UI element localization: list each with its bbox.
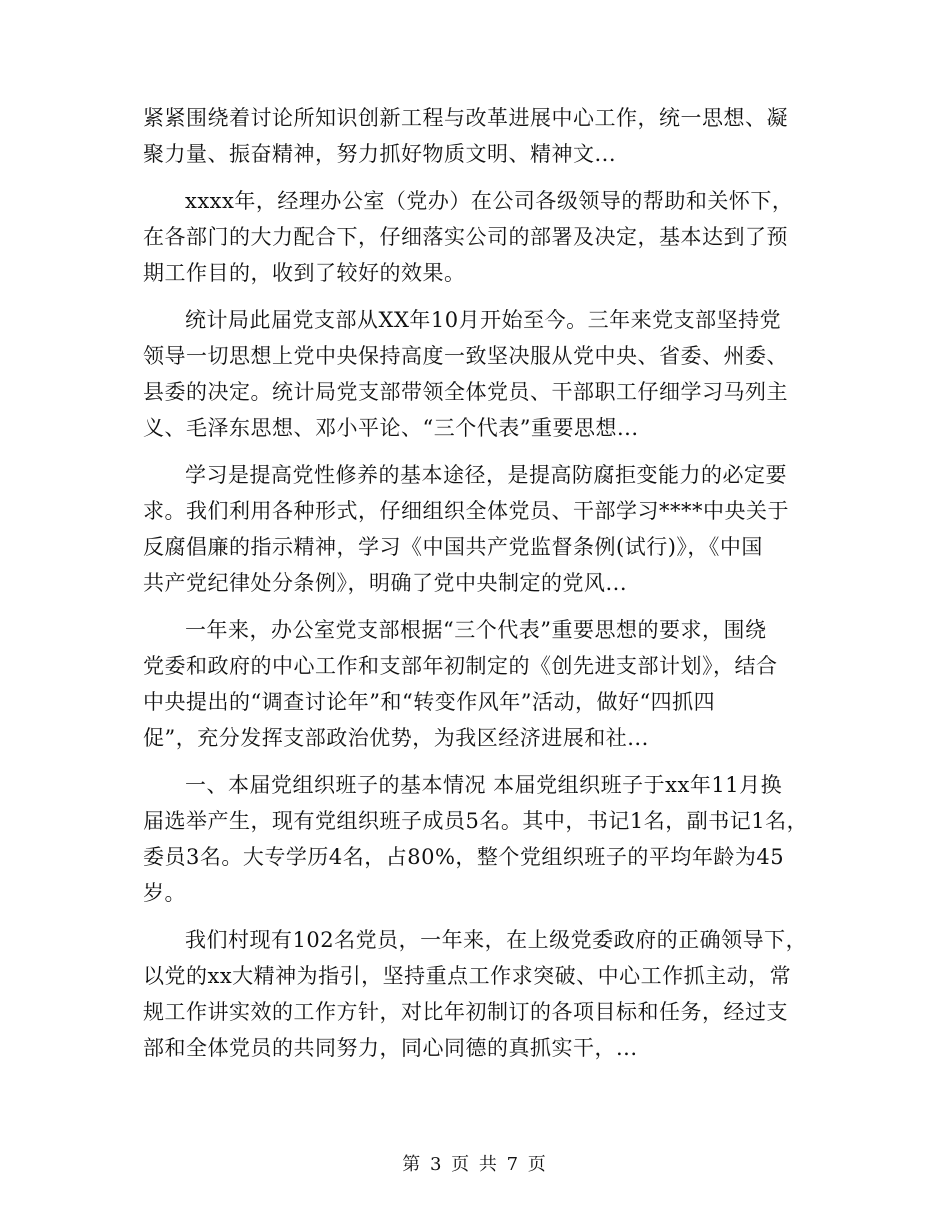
paragraph-line: 我们村现有102名党员，一年来，在上级党委政府的正确领导下， bbox=[185, 928, 808, 952]
paragraph-line: 聚力量、振奋精神，努力抓好物质文明、精神文... bbox=[143, 142, 617, 166]
paragraph-line: 部和全体党员的共同努力，同心同德的真抓实干，... bbox=[143, 1036, 638, 1060]
paragraph-line: 期工作目的，收到了较好的效果。 bbox=[143, 261, 466, 285]
paragraph-line: 共产党纪律处分条例》，明确了党中央制定的党风... bbox=[143, 571, 628, 595]
paragraph-line: 反腐倡廉的指示精神，学习《中国共产党监督条例(试行)》，《中国 bbox=[143, 535, 763, 559]
paragraph-line: 规工作讲实效的工作方针，对比年初制订的各项目标和任务，经过支 bbox=[143, 1000, 788, 1024]
paragraph-5 bbox=[143, 612, 808, 756]
paragraph-6 bbox=[143, 767, 808, 911]
paragraph-line: 中央提出的“调查讨论年”和“转变作风年”活动，做好“四抓四 bbox=[143, 690, 716, 714]
paragraph-line: 岁。 bbox=[143, 881, 186, 905]
paragraph-line: 一、本届党组织班子的基本情况 本届党组织班子于xx年11月换 bbox=[185, 773, 783, 797]
paragraph-line: 委员3名。大专学历4名，占80%，整个党组织班子的平均年龄为45 bbox=[143, 845, 785, 869]
paragraph-4 bbox=[143, 457, 808, 601]
document-body bbox=[143, 100, 808, 1077]
paragraph-line: xxxx年，经理办公室（党办）在公司各级领导的帮助和关怀下， bbox=[185, 189, 794, 213]
paragraph-3 bbox=[143, 302, 808, 446]
paragraph-line: 一年来，办公室党支部根据“三个代表”重要思想的要求，围绕 bbox=[185, 618, 767, 642]
paragraph-line: 以党的xx大精神为指引，坚持重点工作求突破、中心工作抓主动，常 bbox=[143, 964, 792, 988]
paragraph-1 bbox=[143, 100, 808, 172]
paragraph-line: 紧紧围绕着讨论所知识创新工程与改革进展中心工作，统一思想、凝 bbox=[143, 106, 788, 130]
paragraph-line: 届选举产生，现有党组织班子成员5名。其中，书记1名，副书记1名， bbox=[143, 809, 809, 833]
paragraph-2 bbox=[143, 183, 808, 291]
page-number-footer: 第 3 页 共 7 页 bbox=[402, 1154, 548, 1175]
paragraph-line: 党委和政府的中心工作和支部年初制定的《创先进支部计划》，结合 bbox=[143, 654, 778, 678]
paragraph-line: 统计局此届党支部从XX年10月开始至今。三年来党支部坚持党 bbox=[185, 308, 782, 332]
paragraph-line: 县委的决定。统计局党支部带领全体党员、干部职工仔细学习马列主 bbox=[143, 380, 788, 404]
paragraph-line: 领导一切思想上党中央保持高度一致坚决服从党中央、省委、州委、 bbox=[143, 344, 788, 368]
paragraph-line: 促”，充分发挥支部政治优势，为我区经济进展和社... bbox=[143, 726, 649, 750]
paragraph-7 bbox=[143, 922, 808, 1066]
paragraph-line: 求。我们利用各种形式，仔细组织全体党员、干部学习****中央关于 bbox=[143, 499, 789, 523]
paragraph-line: 在各部门的大力配合下，仔细落实公司的部署及决定，基本达到了预 bbox=[143, 225, 788, 249]
paragraph-line: 义、毛泽东思想、邓小平论、“三个代表”重要思想... bbox=[143, 416, 639, 440]
paragraph-line: 学习是提高党性修养的基本途径，是提高防腐拒变能力的必定要 bbox=[185, 463, 787, 487]
